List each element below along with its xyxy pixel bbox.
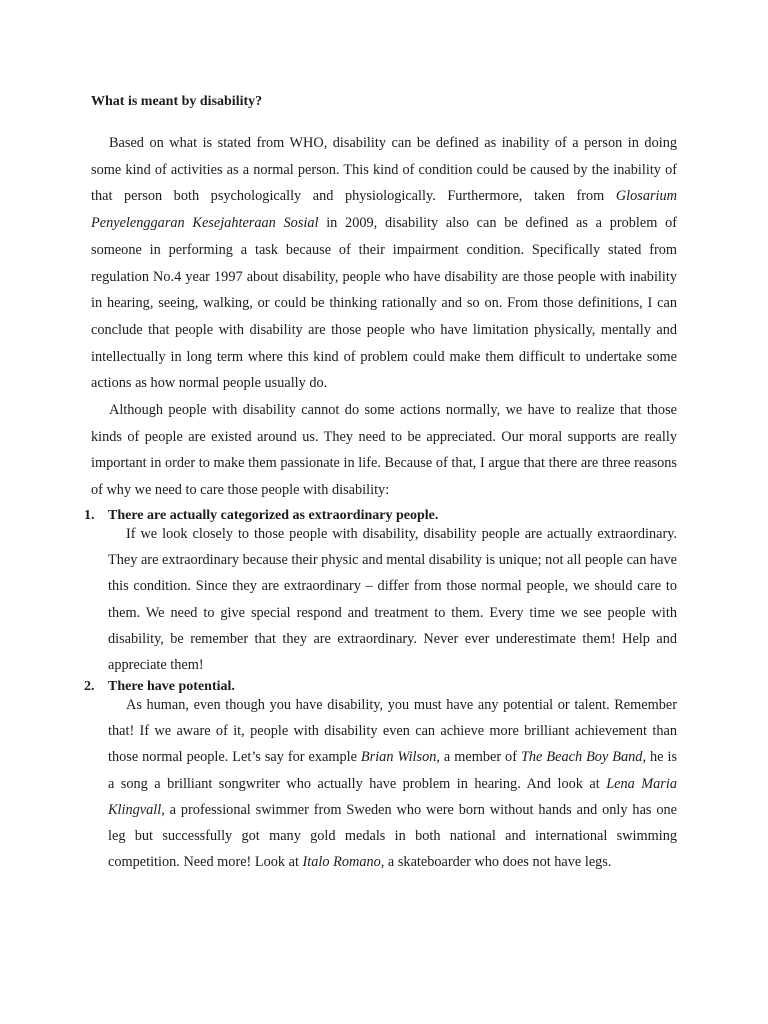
list-item-body-1: If we look closely to those people with disability, disability people are actually extraordinary. They are extraordinary because their physic and mental disability is unique; not all people can have this condition. Since they are extraordinary – differ from those normal people, we should care to them. We need to give special respond and treatment to them. Every time we see people with disability, be remember that they are extraordinary. Never ever underestimate them! Help and appreciate them! (108, 526, 677, 674)
paragraph-text: a skateboarder who does not have legs. (384, 854, 612, 871)
italic-name: Italo Romano, (302, 854, 385, 871)
paragraph-reasons-intro: Although people with disability cannot do some actions normally, we have to realize that those kinds of people are existed around us. They need to be appreciated. Our moral supports are really important in order to make them passionate in life. Because of that, I argue that there are three reasons of why we need to care those people with disability: (91, 402, 677, 499)
list-item-number: 2. (84, 679, 95, 694)
paragraph-text: As human, even though you have disability, you must have any potential or talent. Remember that! If we aware of it, people with disability even can achieve more brilliant achievement than those normal people. Let’s say for example (108, 697, 677, 766)
list-item-number: 1. (84, 508, 95, 523)
list-item-heading-text: There have potential. (108, 679, 235, 694)
paragraph-text: a member of (439, 749, 521, 766)
italic-reference: Glosarium Penyelenggaran Kesejahteraan Sosial (91, 188, 677, 232)
paragraph-text: a professional swimmer from Sweden who were born without hands and only has one leg but successfully got many gold medals in both national and international swimming competition. Need more! Look at (108, 801, 677, 871)
paragraph-definition (91, 130, 677, 397)
list-item-heading-text: There are actually categorized as extraordinary people. (108, 508, 439, 523)
italic-name: Lena Maria Klingvall, (108, 775, 677, 818)
italic-name: Brian Wilson, (360, 749, 440, 766)
document-title: What is meant by disability? (91, 94, 263, 109)
paragraph-text: , he is a song a brilliant songwriter who actually have problem in hearing. And look at (108, 749, 678, 792)
italic-name: The Beach Boy Band (520, 749, 643, 766)
paragraph-text: in 2009, disability also can be defined as a problem of someone in performing a task because of their impairment condition. Specifically stated from regulation No.4 year 1997 about disability, people who have disability are those people with inability in hearing, seeing, walking, or could be thinking rationally and so on. From those definitions, I can conclude that people with disability are those people who have limitation physically, mentally and intellectually in long term where this kind of problem could make them difficult to undertake some actions as how normal people usually do. (91, 215, 677, 392)
paragraph-text: Based on what is stated from WHO, disability can be defined as inability of a person in doing some kind of activities as a normal person. This kind of condition could be caused by the inability of that person both psychologically and physiologically. Furthermore, taken from (91, 135, 677, 205)
list-item-body-2 (108, 692, 677, 875)
